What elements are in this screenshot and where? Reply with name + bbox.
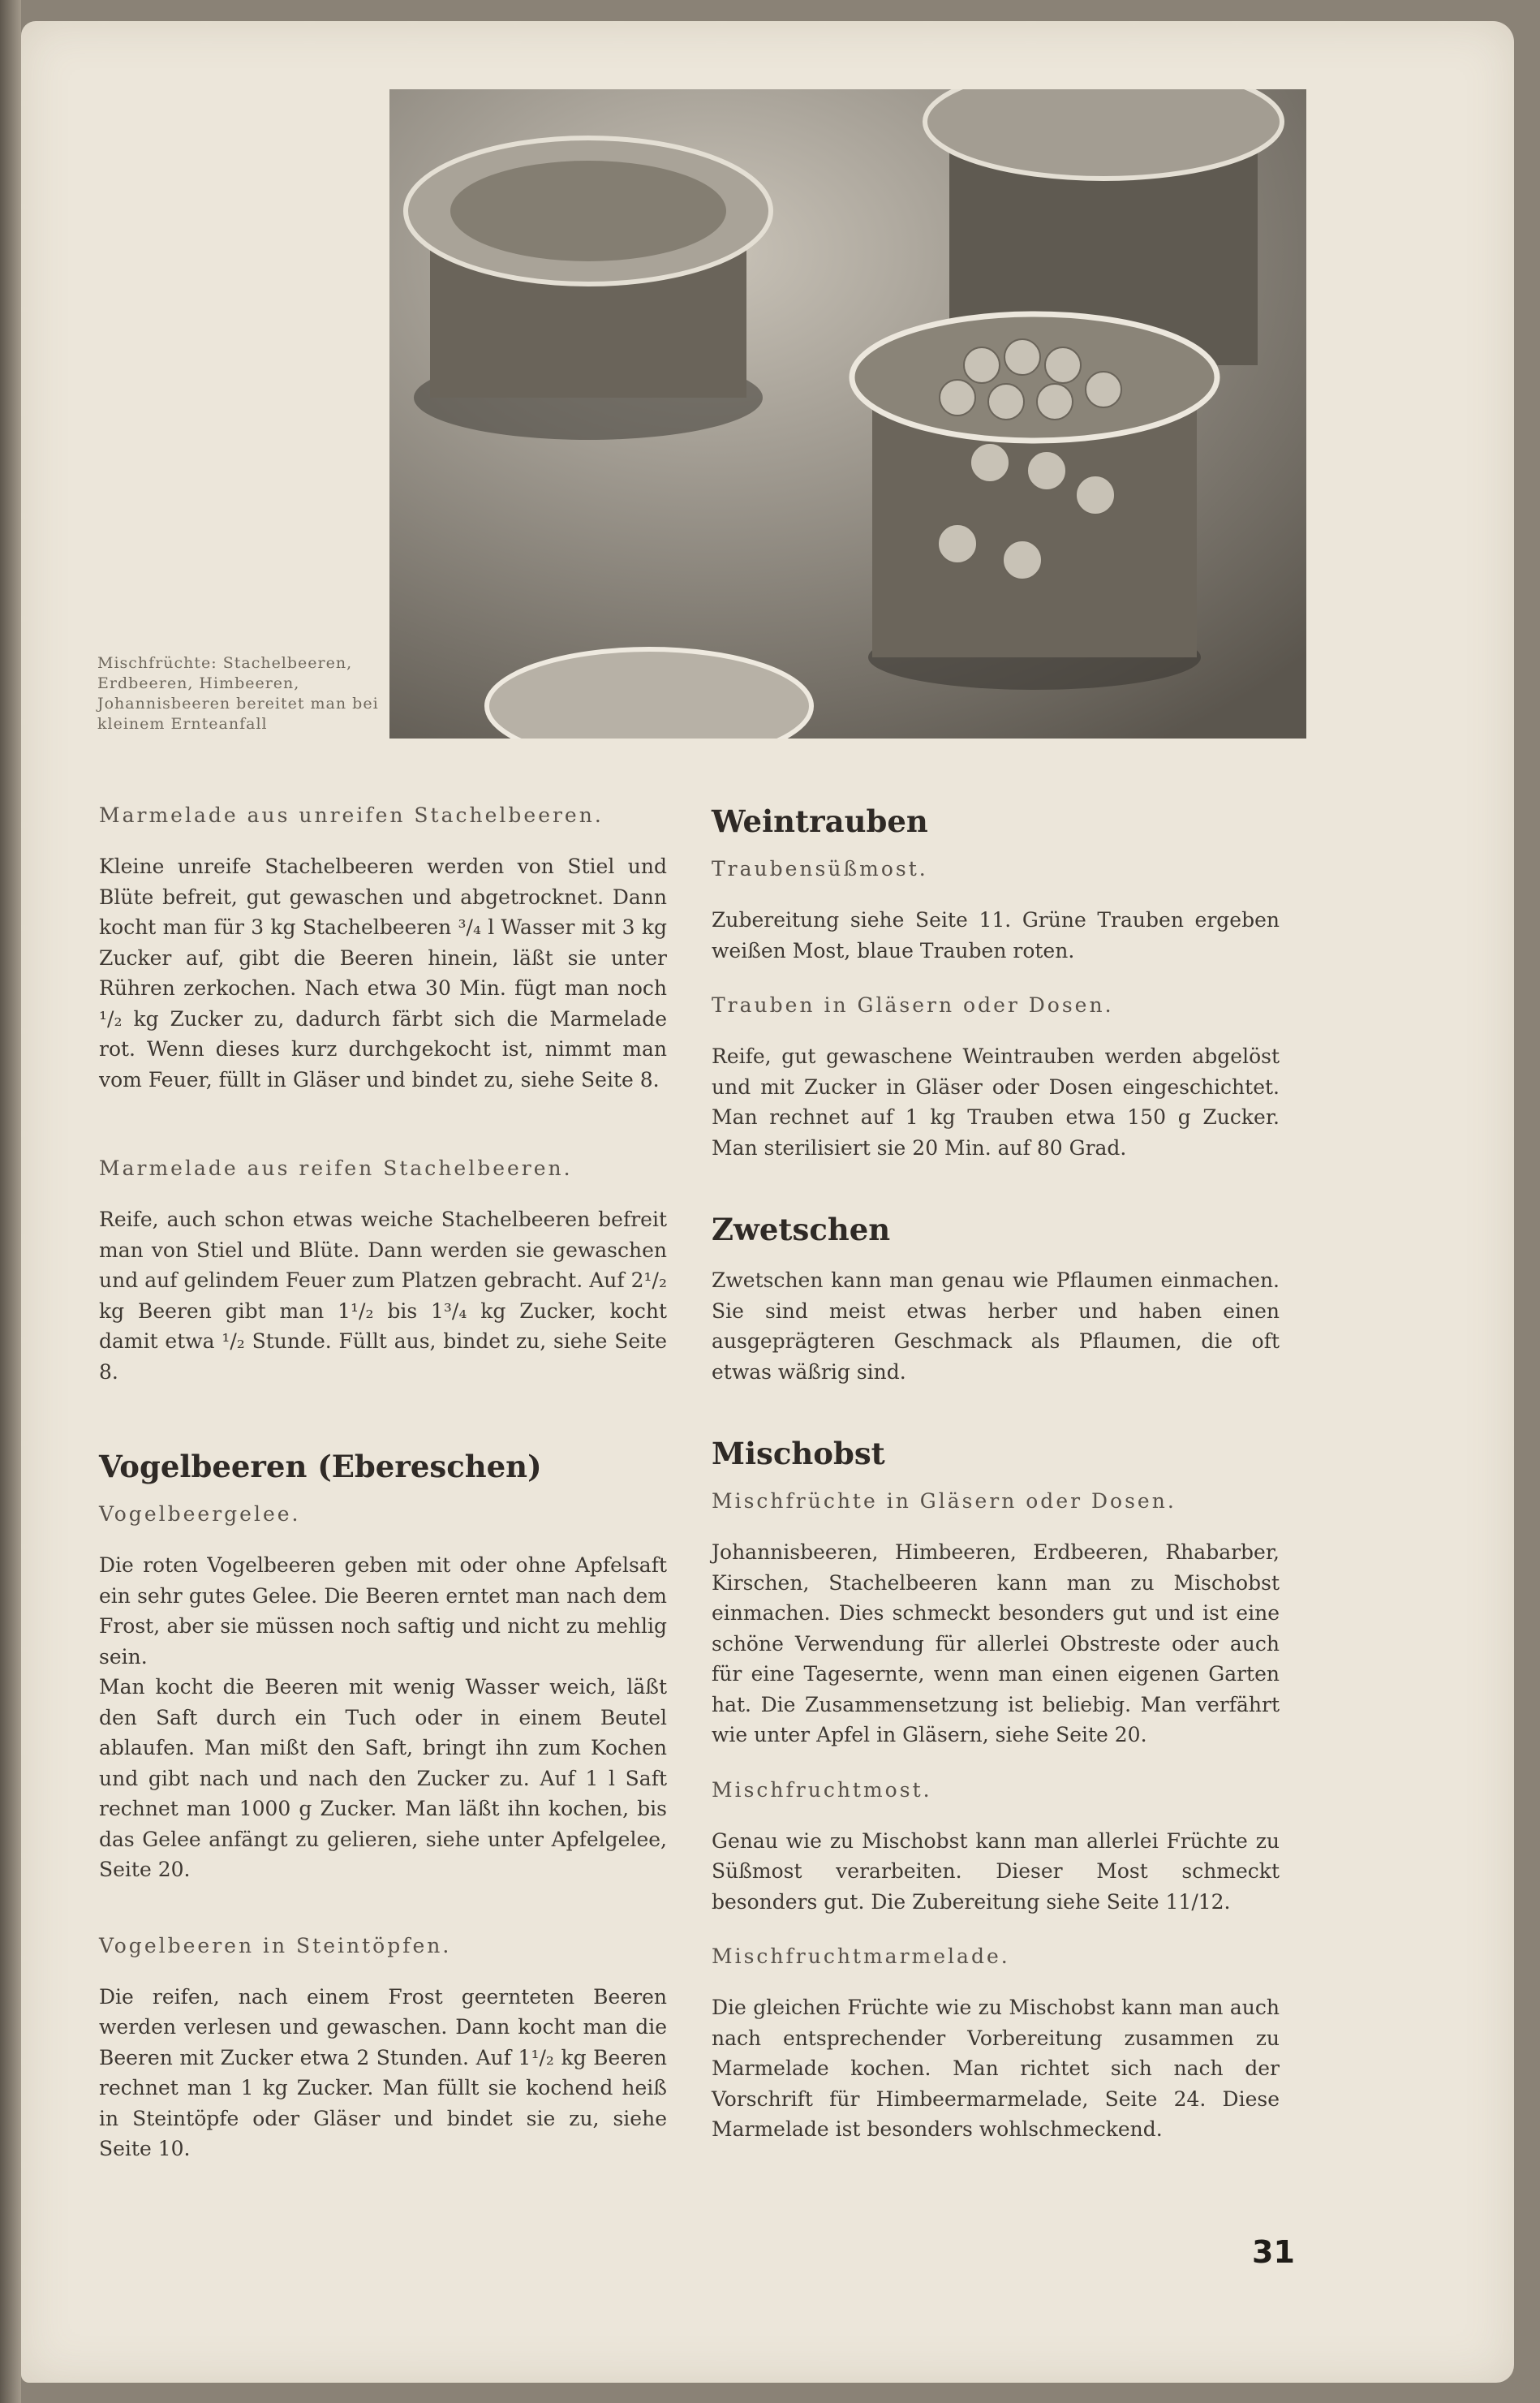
section-text: Kleine unreife Stachelbeeren werden von Stiel und Blüte befreit, gut gewaschen und abgetrocknet. Dann kocht man für 3 kg Stachelbeeren ³/₄ l Wasser mit 3 kg Zucker auf, gibt die Beeren hinein, läßt sie unter Rühren zerkochen. Nach etwa 30 Min. fügt man noch ¹/₂ kg Zucker zu, dadurch färbt sich die Marmelade rot. Wenn dieses kurz durchgekocht ist, nimmt man vom Feuer, füllt in Gläser und bindet zu, siehe Seite 8. [99, 855, 667, 1092]
section-heading: Weintrauben [712, 803, 928, 839]
left-column [99, 803, 667, 2164]
section-text: Reife, auch schon etwas weiche Stachelbeeren befreit man von Stiel und Blüte. Dann werden sie gewaschen und auf gelindem Feuer zum Platzen gebracht. Auf 2¹/₂ kg Beeren gibt man 1¹/₂ bis 1³/₄ kg Zucker, kocht damit etwa ¹/₂ Stunde. Füllt aus, bindet zu, siehe Seite 8. [99, 1208, 667, 1384]
book-spine [0, 0, 21, 2403]
section-heading: Mischobst [712, 1436, 885, 1471]
section-text: Die roten Vogelbeeren geben mit oder ohne Apfelsaft ein sehr gutes Gelee. Die Beeren erntet man nach dem Frost, aber sie müssen noch saftig und nicht zu mehlig sein. [99, 1553, 667, 1669]
jars-illustration [389, 89, 1306, 739]
photo-caption: Mischfrüchte: Stachelbeeren, Erdbeeren, Himbeeren, Johannisbeeren bereitet man bei kleinem Ernteanfall [97, 654, 379, 733]
section-title: Traubensüßmost. [712, 857, 928, 881]
photo-fruit-jars [389, 89, 1306, 739]
section-title: Trauben in Gläsern oder Dosen. [712, 993, 1114, 1017]
section-title: Mischfruchtmarmelade. [712, 1944, 1010, 1968]
section-text: Reife, gut gewaschene Weintrauben werden abgelöst und mit Zucker in Gläser oder Dosen eingeschichtet. Man rechnet auf 1 kg Trauben etwa 150 g Zucker. Man sterilisiert sie 20 Min. auf 80 Grad. [712, 1044, 1280, 1160]
section-text: Johannisbeeren, Himbeeren, Erdbeeren, Rhabarber, Kirschen, Stachelbeeren kann man zu Mischobst einmachen. Dies schmeckt besonders gut und ist eine schöne Verwendung für allerlei Obstreste oder auch für eine Tagesernte, wenn man einen eigenen Garten hat. Die Zusammensetzung ist beliebig. Man verfährt wie unter Apfel in Gläsern, siehe Seite 20. [712, 1540, 1280, 1746]
section-text: Zubereitung siehe Seite 11. Grüne Trauben ergeben weißen Most, blaue Trauben roten. [712, 908, 1280, 962]
section-text: Die gleichen Früchte wie zu Mischobst kann man auch nach entsprechender Vorbereitung zusammen zu Marmelade kochen. Man richtet sich nach der Vorschrift für Himbeermarmelade, Seite 24. Diese Marmelade ist besonders wohlschmeckend. [712, 1996, 1280, 2141]
section-heading: Zwetschen [712, 1212, 891, 1247]
section-text: Zwetschen kann man genau wie Pflaumen einmachen. Sie sind meist etwas herber und haben einen ausgeprägteren Geschmack als Pflaumen, die oft etwas wäßrig sind. [712, 1268, 1280, 1384]
right-column [712, 803, 1280, 2145]
section-title: Marmelade aus reifen Stachelbeeren. [99, 1156, 573, 1180]
section-text: Genau wie zu Mischobst kann man allerlei Früchte zu Süßmost verarbeiten. Dieser Most schmeckt besonders gut. Die Zubereitung siehe Seite 11/12. [712, 1828, 1280, 1914]
section-title: Vogelbeergelee. [99, 1502, 301, 1526]
section-text: Die reifen, nach einem Frost geernteten Beeren werden verlesen und gewaschen. Dann kocht man die Beeren mit Zucker etwa 2 Stunden. Auf 1¹/₂ kg Beeren rechnet man 1 kg Zucker. Man füllt sie kochend heiß in Steintöpfe oder Gläser und bindet sie zu, siehe Seite 10. [99, 1984, 667, 2160]
section-title: Mischfrüchte in Gläsern oder Dosen. [712, 1489, 1177, 1513]
section-title: Mischfruchtmost. [712, 1777, 932, 1802]
section-title: Marmelade aus unreifen Stachelbeeren. [99, 803, 604, 827]
section-text: Man kocht die Beeren mit wenig Wasser weich, läßt den Saft durch ein Tuch oder in einem Beutel ablaufen. Man mißt den Saft, bringt ihn zum Kochen und gibt nach und nach den Zucker zu. Auf 1 l Saft rechnet man 1000 g Zucker. Man läßt ihn kochen, bis das Gelee anfängt zu gelieren, siehe unter Apfelgelee, Seite 20. [99, 1675, 667, 1881]
section-title: Vogelbeeren in Steintöpfen. [99, 1933, 452, 1957]
page-number: 31 [1252, 2234, 1295, 2270]
section-heading: Vogelbeeren (Ebereschen) [99, 1449, 542, 1484]
